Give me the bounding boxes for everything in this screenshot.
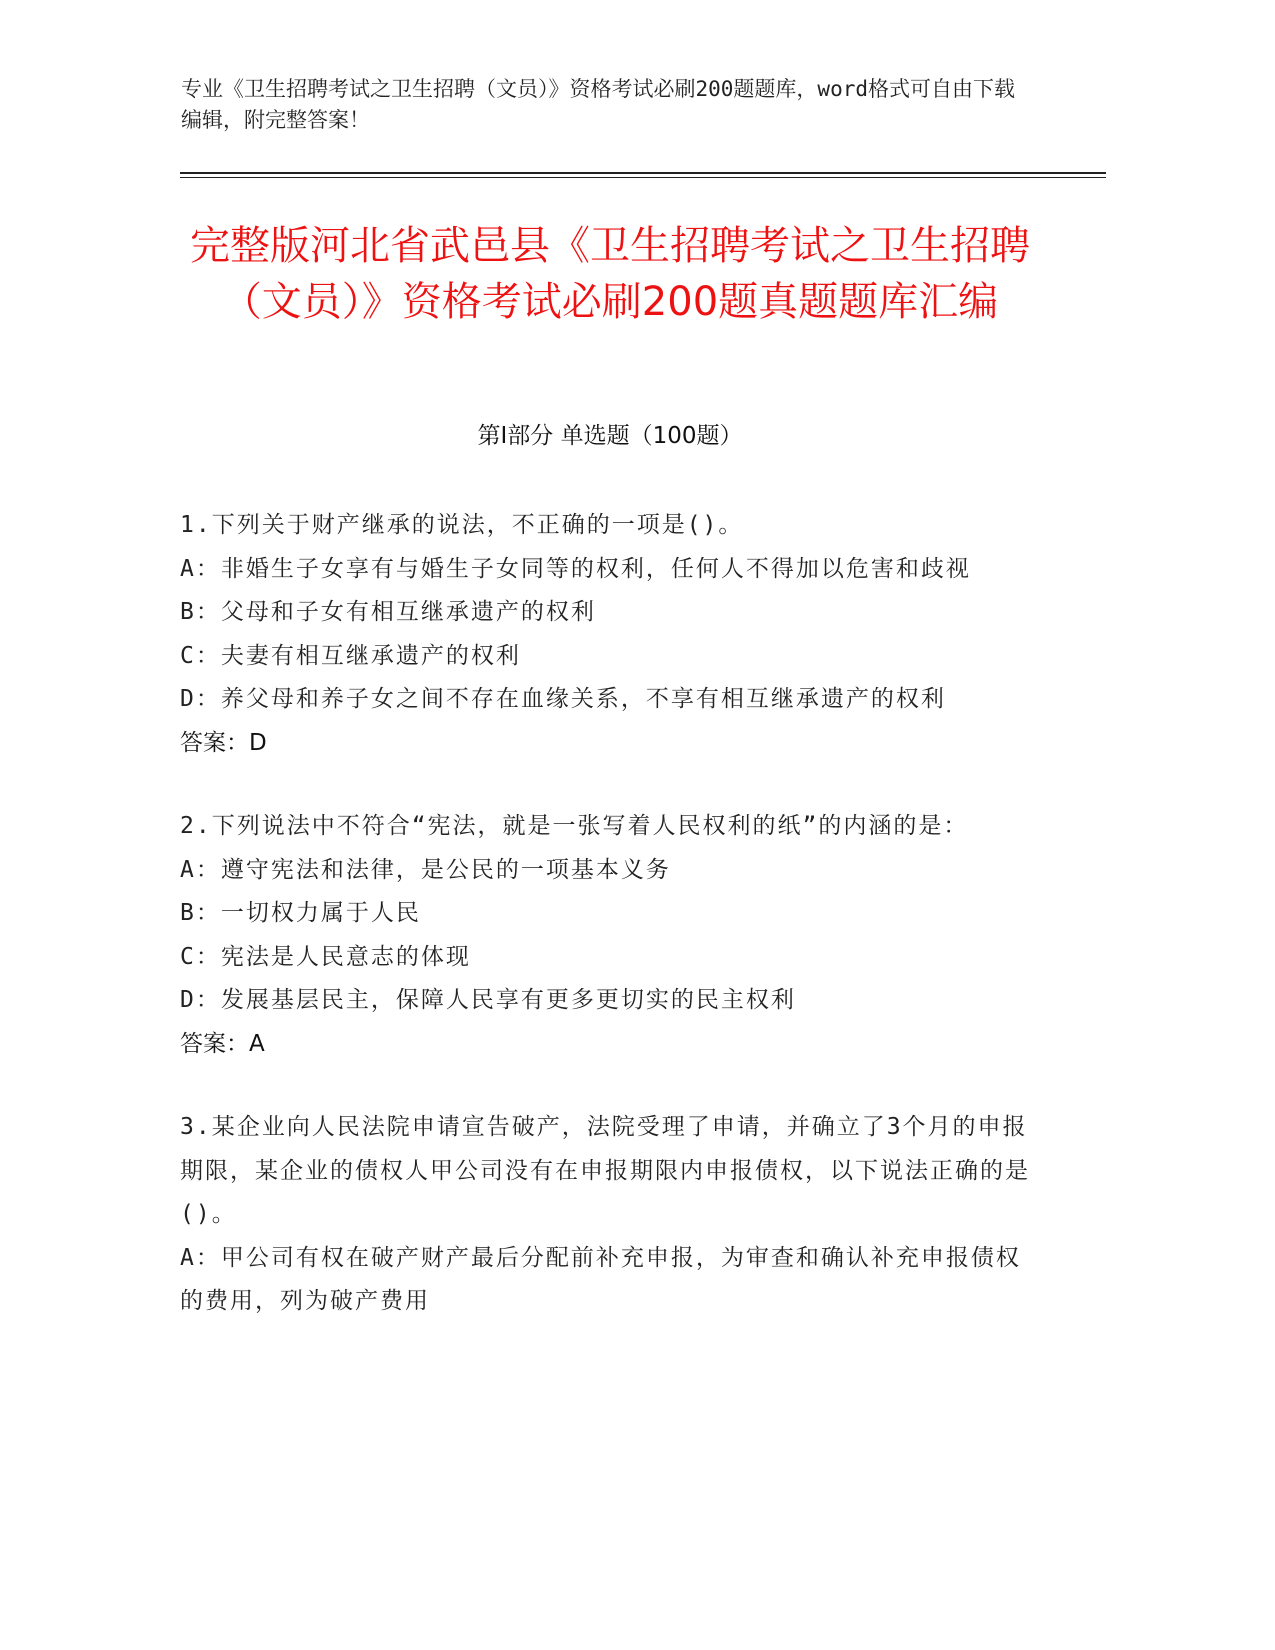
document-title: 完整版河北省武邑县《卫生招聘考试之卫生招聘（文员）》资格考试必刷200题真题题库汇编 — [190, 223, 1030, 325]
question-stem: 3.某企业向人民法院申请宣告破产，法院受理了申请，并确立了3个月的申报期限，某企业的债权人甲公司没有在申报期限内申报债权，以下说法正确的是()。 — [180, 1114, 1030, 1227]
option-b: B：一切权力属于人民 — [180, 900, 421, 926]
question-2 — [180, 805, 1030, 1066]
question-3 — [180, 1106, 1030, 1324]
header-rule-thick — [180, 172, 1106, 174]
option-d: D：发展基层民主，保障人民享有更多更切实的民主权利 — [180, 987, 796, 1013]
header-note: 专业《卫生招聘考试之卫生招聘（文员）》资格考试必刷200题题库，word格式可自由下载编辑，附完整答案！ — [181, 77, 1015, 132]
option-a: A：甲公司有权在破产财产最后分配前补充申报，为审查和确认补充申报债权的费用，列为破产费用 — [180, 1244, 1021, 1314]
header-rule-thin — [180, 177, 1106, 178]
option-a: A：遵守宪法和法律，是公民的一项基本义务 — [180, 856, 671, 883]
question-stem: 1.下列关于财产继承的说法，不正确的一项是()。 — [180, 512, 744, 538]
option-d: D：养父母和养子女之间不存在血缘关系，不享有相互继承遗产的权利 — [180, 686, 946, 712]
option-c: C：夫妻有相互继承遗产的权利 — [180, 642, 521, 669]
question-1 — [180, 504, 1030, 765]
section-title: 第Ⅰ部分 单选题（100题） — [477, 423, 743, 449]
option-a: A：非婚生子女享有与婚生子女同等的权利，任何人不得加以危害和歧视 — [180, 555, 971, 582]
question-stem: 2.下列说法中不符合“宪法，就是一张写着人民权利的纸”的内涵的是： — [180, 813, 969, 839]
question-list — [180, 504, 1030, 1364]
option-b: B：父母和子女有相互继承遗产的权利 — [180, 599, 596, 625]
answer: 答案：A — [180, 1030, 265, 1057]
option-c: C：宪法是人民意志的体现 — [180, 943, 471, 970]
answer: 答案：D — [180, 729, 267, 756]
